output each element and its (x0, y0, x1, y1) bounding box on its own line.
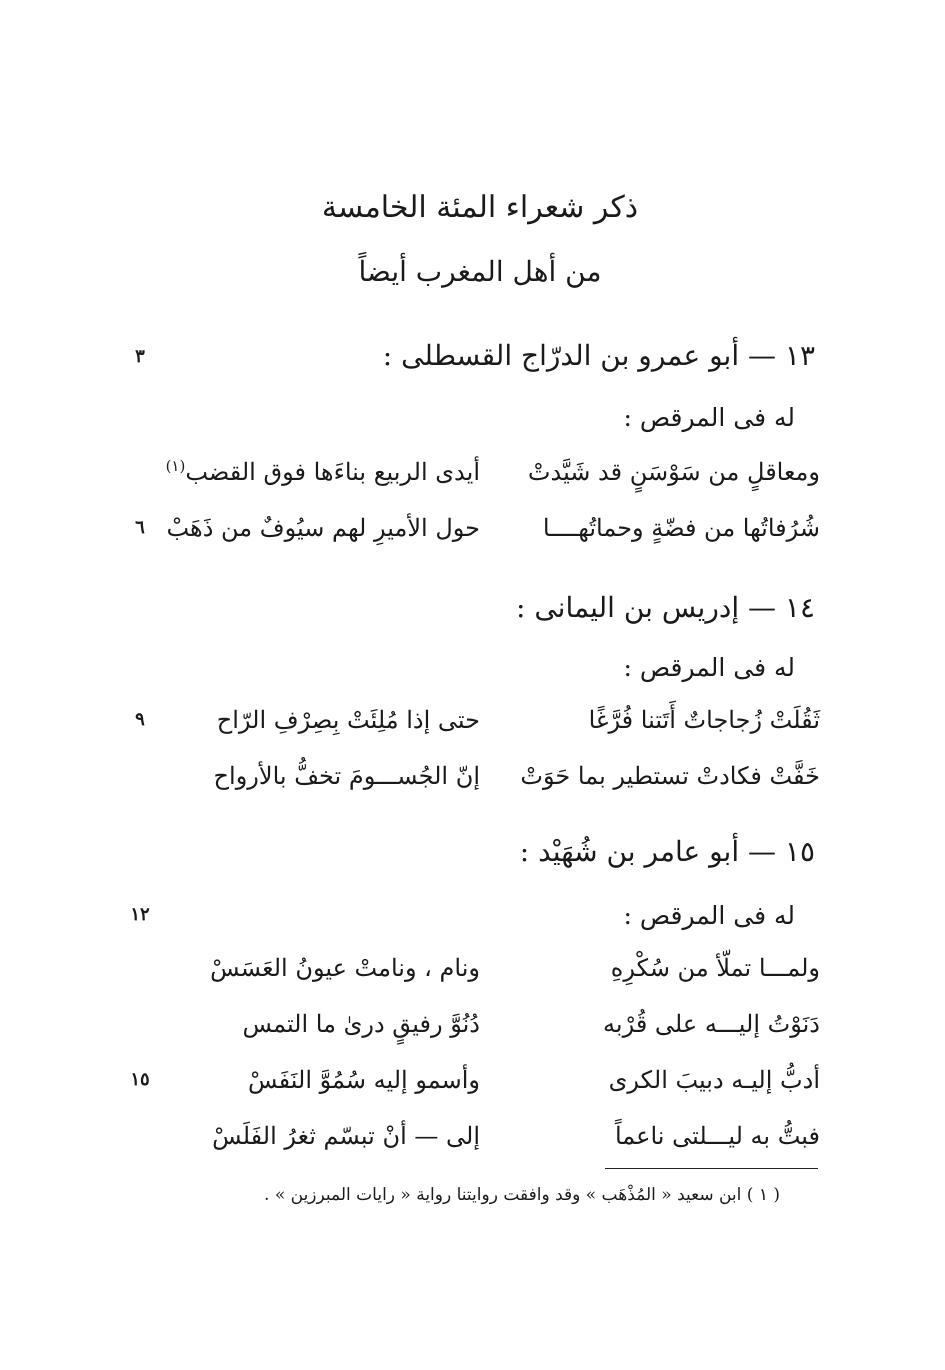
second-hemistich: ونام ، ونامتْ عيونُ العَسَسْ (210, 954, 480, 982)
first-hemistich: فبتُّ به ليـــلتى ناعماً (614, 1122, 820, 1150)
verse-line (165, 948, 820, 988)
poet-heading: ١٣ — أبو عمرو بن الدرّاج القسطلى : (382, 339, 815, 372)
poet-heading: ١٥ — أبو عامر بن شُهَيْد : (519, 835, 815, 868)
line-number: ٩ (135, 709, 145, 730)
page-subtitle: من أهل المغرب أيضاً (358, 255, 602, 288)
poem-intro: له فى المرقص : (623, 403, 795, 432)
page-title: ذكر شعراء المئة الخامسة (321, 190, 639, 225)
verse-line (165, 452, 820, 492)
first-hemistich: خَفَّتْ فكادتْ تستطير بما حَوَتْ (520, 762, 820, 790)
first-hemistich: ومعاقلٍ من سَوْسَنٍ قد شَيَّدتْ (527, 458, 820, 486)
footnote-divider (605, 1168, 818, 1169)
first-hemistich: شُرُفاتُها من فضّةٍ وحماتُهــــا (542, 514, 820, 542)
poet-heading: ١٤ — إدريس بن اليمانى : (516, 591, 815, 624)
second-hemistich: حول الأميرِ لهم سيُوفٌ من ذَهَبْ (166, 514, 480, 542)
second-hemistich: إلى — أنْ تبسّم ثغرُ الفَلَسْ (212, 1122, 480, 1150)
verse-line (165, 756, 820, 796)
line-number: ٦ (135, 517, 145, 538)
line-number: ٣ (135, 346, 145, 367)
second-hemistich: حتى إذا مُلِئَتْ بِصِرْفِ الرّاح (216, 706, 480, 734)
first-hemistich: دَنَوْتُ إليـــه على قُرْبه (603, 1010, 820, 1038)
verse-line (165, 1116, 820, 1156)
poem-intro: له فى المرقص : (623, 653, 795, 682)
second-hemistich-text: أيدى الربيع بناءَها فوق القضب (185, 458, 480, 486)
first-hemistich: ثَقُلَتْ زُجاجاتٌ أَتَتنا فُرَّغًا (588, 706, 820, 734)
footnote: ( ١ ) ابن سعيد « المُذْهَب » وقد وافقت روايتنا رواية « رايات المبرزين » . (264, 1185, 780, 1205)
first-hemistich: أدبُّ إليـه دبيبَ الكرى (608, 1066, 820, 1094)
second-hemistich: إنّ الجُســـومَ تخفُّ بالأرواح (213, 762, 480, 790)
line-number: ١٥ (130, 1069, 150, 1090)
verse-line (165, 508, 820, 548)
second-hemistich (165, 452, 480, 492)
verse-line (165, 700, 820, 740)
second-hemistich: دُنُوَّ رفيقٍ درىٰ ما التمس (242, 1010, 480, 1038)
line-number: ١٢ (130, 904, 150, 925)
verse-line (165, 1004, 820, 1044)
poem-intro: له فى المرقص : (623, 901, 795, 930)
footnote-marker: (١) (165, 457, 186, 475)
second-hemistich: وأسمو إليه سُمُوَّ النَفَسْ (248, 1066, 480, 1094)
verse-line (165, 1060, 820, 1100)
first-hemistich: ولمـــا تملّأ من سُكْرِهِ (610, 954, 820, 982)
